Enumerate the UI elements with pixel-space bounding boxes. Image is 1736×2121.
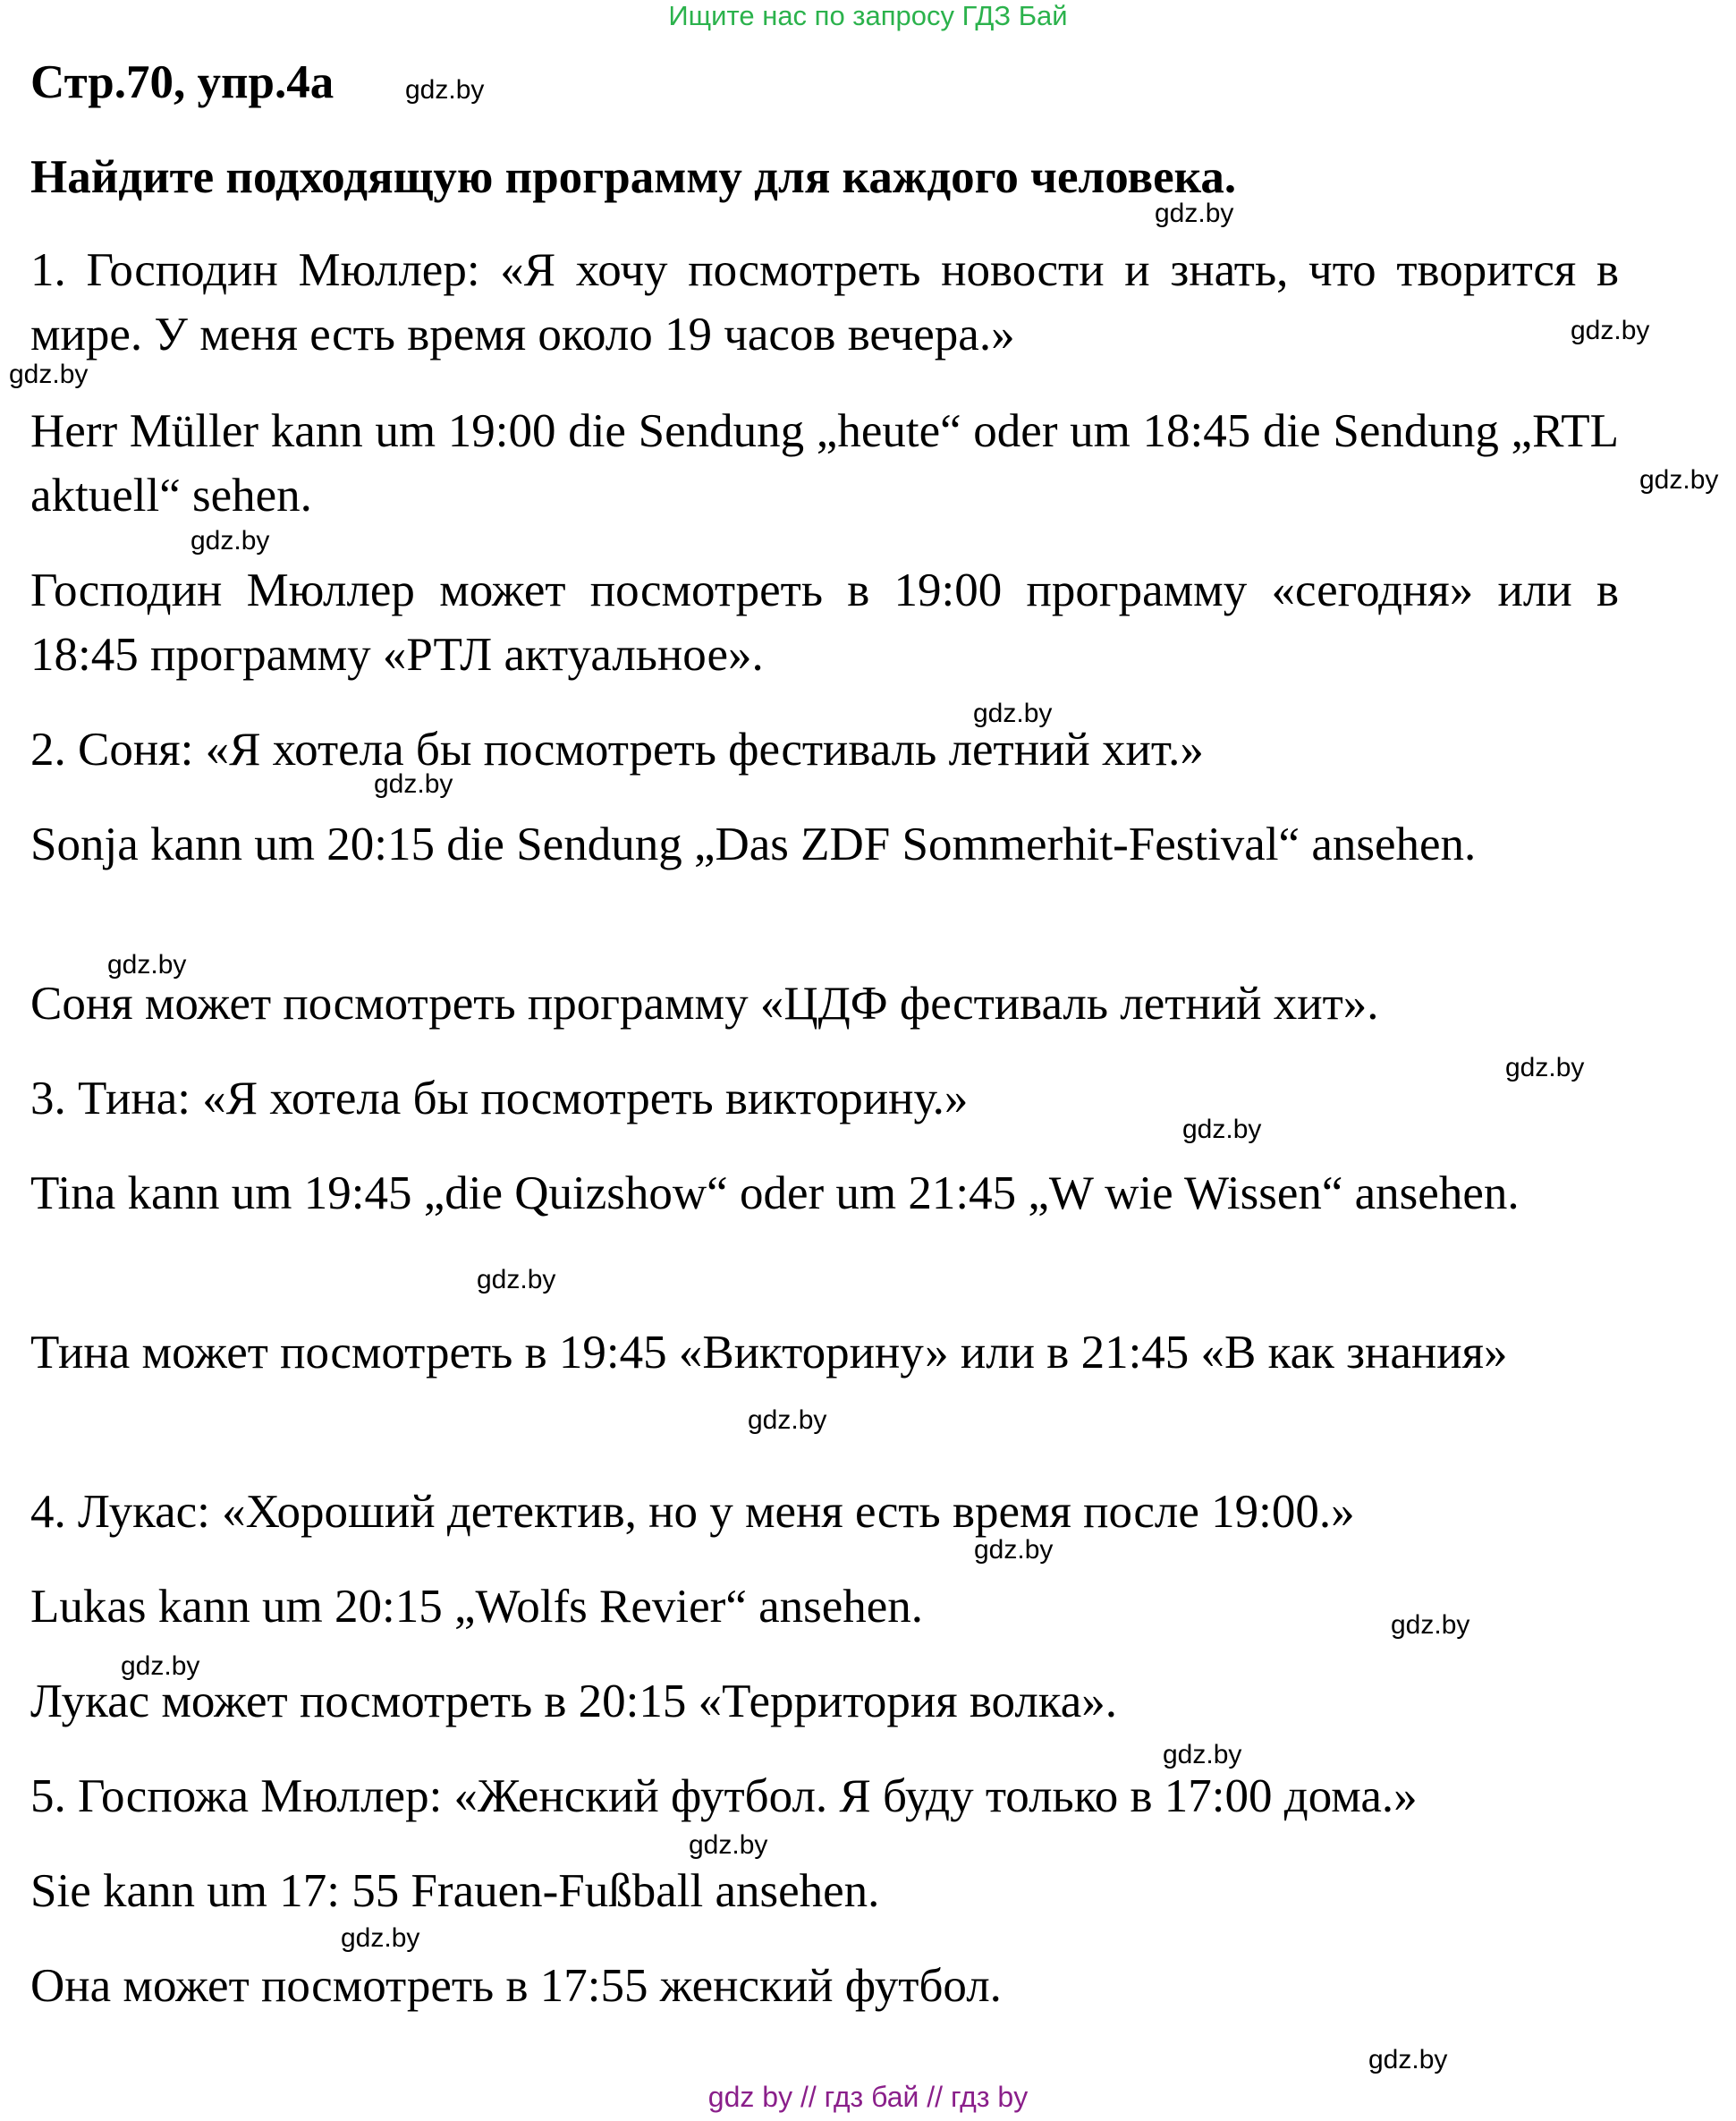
watermark: gdz.by xyxy=(341,1923,420,1953)
watermark: gdz.by xyxy=(9,360,89,389)
watermark: gdz.by xyxy=(121,1651,200,1681)
item-4-answer-ru: Лукас может посмотреть в 20:15 «Территория волка». xyxy=(30,1676,1117,1727)
watermark: gdz.by xyxy=(689,1830,768,1860)
item-3-answer-de: Tina kann um 19:45 „die Quizshow“ oder um 21:45 „W wie Wissen“ ansehen. xyxy=(30,1167,1520,1219)
watermark: gdz.by xyxy=(1571,316,1650,345)
watermark: gdz.by xyxy=(748,1405,827,1435)
item-5-answer-de: Sie kann um 17: 55 Frauen-Fußball ansehen. xyxy=(30,1865,880,1917)
item-2-answer-ru: Соня может посмотреть программу «ЦДФ фестиваль летний хит». xyxy=(30,978,1379,1030)
item-1-question: 1. Господин Мюллер: «Я хочу посмотреть новости и знать, что творится в мире. У меня есть время около 19 часов вечера.» xyxy=(30,244,1619,361)
watermark: gdz.by xyxy=(1155,199,1234,228)
watermark: gdz.by xyxy=(1368,2045,1448,2074)
item-5-answer-ru: Она может посмотреть в 17:55 женский футбол. xyxy=(30,1960,1002,2012)
watermark: gdz.by xyxy=(1163,1740,1242,1769)
item-1-answer-ru: Господин Мюллер может посмотреть в 19:00 программу «сегодня» или в 18:45 программу «РТЛ актуальное». xyxy=(30,564,1619,681)
item-2-answer-de: Sonja kann um 20:15 die Sendung „Das ZDF Sommerhit-Festival“ ansehen. xyxy=(30,819,1477,870)
watermark: gdz.by xyxy=(1505,1053,1585,1082)
task-heading: Найдите подходящую программу для каждого человека. xyxy=(30,151,1237,203)
watermark: gdz.by xyxy=(1182,1115,1262,1144)
watermark: gdz.by xyxy=(107,950,187,980)
item-3-answer-ru: Тина может посмотреть в 19:45 «Викторину» или в 21:45 «В как знания» xyxy=(30,1327,1508,1379)
item-1-answer-de: Herr Müller kann um 19:00 die Sendung „heute“ oder um 18:45 die Sendung „RTL aktuell“ sehen. xyxy=(30,405,1619,522)
item-3-question: 3. Тина: «Я хотела бы посмотреть викторину.» xyxy=(30,1073,969,1124)
search-hint-link[interactable]: Ищите нас по запросу ГДЗ Бай xyxy=(668,0,1068,31)
watermark: gdz.by xyxy=(191,526,270,556)
item-4-question: 4. Лукас: «Хороший детектив, но у меня есть время после 19:00.» xyxy=(30,1486,1355,1538)
watermark: gdz.by xyxy=(1391,1610,1470,1640)
item-2-question: 2. Соня: «Я хотела бы посмотреть фестиваль летний хит.» xyxy=(30,724,1204,776)
footer-links[interactable]: gdz by // гдз бай // гдз by xyxy=(707,2081,1029,2113)
watermark: gdz.by xyxy=(1639,465,1719,495)
watermark: gdz.by xyxy=(477,1265,556,1294)
page-title: Стр.70, упр.4a xyxy=(30,56,334,108)
watermark: gdz.by xyxy=(374,769,453,799)
watermark: gdz.by xyxy=(974,1535,1054,1565)
item-4-answer-de: Lukas kann um 20:15 „Wolfs Revier“ ansehen. xyxy=(30,1581,924,1633)
item-5-question: 5. Госпожа Мюллер: «Женский футбол. Я буду только в 17:00 дома.» xyxy=(30,1770,1418,1822)
title-watermark: gdz.by xyxy=(405,75,485,105)
watermark: gdz.by xyxy=(973,699,1053,728)
